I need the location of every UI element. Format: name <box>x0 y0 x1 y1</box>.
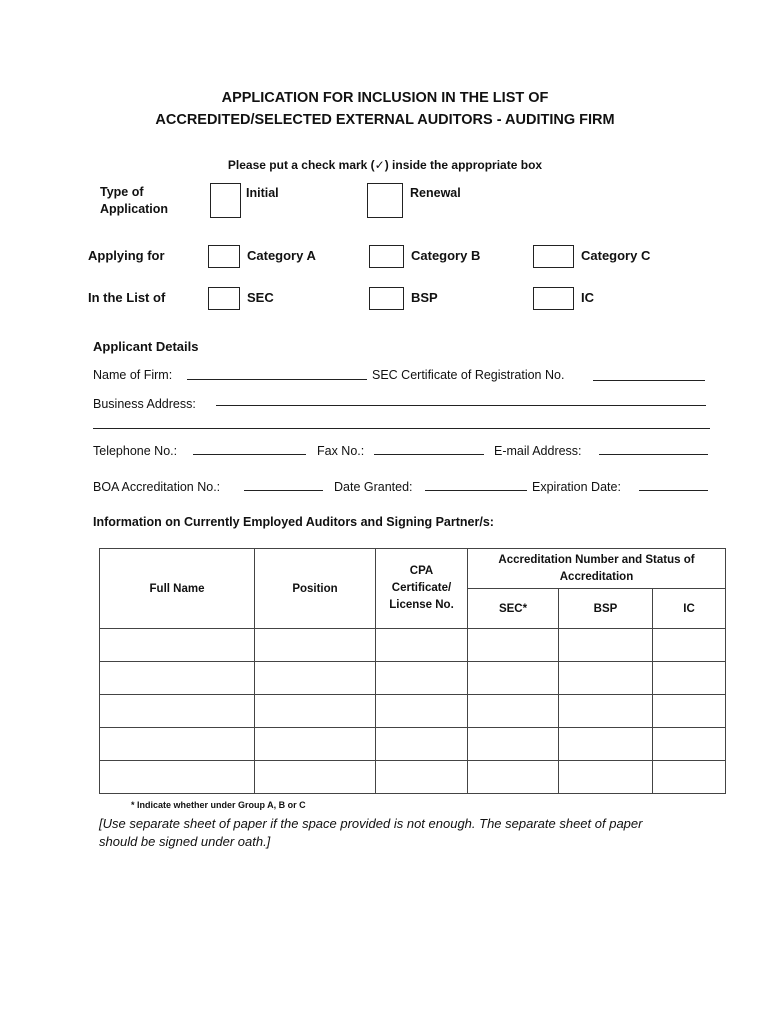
category-a-label: Category A <box>247 248 316 263</box>
auditors-table <box>99 548 726 794</box>
header-ic: IC <box>653 589 726 629</box>
ic-list-label: IC <box>581 290 594 305</box>
table-cell[interactable] <box>468 629 559 662</box>
form-title-line2: ACCREDITED/SELECTED EXTERNAL AUDITORS - AUDITING FIRM <box>155 112 615 128</box>
table-cell[interactable] <box>376 629 468 662</box>
boa-accreditation-label: BOA Accreditation No.: <box>93 480 221 494</box>
telephone-label: Telephone No.: <box>93 444 178 458</box>
table-cell[interactable] <box>100 728 255 761</box>
fax-label: Fax No.: <box>317 444 365 458</box>
header-accreditation-line1: Accreditation Number and Status of <box>498 553 695 566</box>
table-cell[interactable] <box>100 662 255 695</box>
initial-label: Initial <box>246 186 279 200</box>
header-accreditation <box>468 549 726 589</box>
email-field[interactable] <box>599 454 708 455</box>
table-cell[interactable] <box>559 662 653 695</box>
bsp-list-label: BSP <box>411 290 438 305</box>
email-label: E-mail Address: <box>494 444 582 458</box>
header-bsp: BSP <box>559 589 653 629</box>
boa-accreditation-field[interactable] <box>244 490 323 491</box>
table-cell[interactable] <box>100 761 255 794</box>
applying-for-label: Applying for <box>88 248 165 263</box>
table-row <box>100 728 726 761</box>
category-c-checkbox[interactable] <box>533 245 574 268</box>
header-accreditation-line2: Accreditation <box>559 570 634 583</box>
separate-sheet-note-line1: [Use separate sheet of paper if the space provided is not enough. The separate sheet of paper <box>99 816 643 831</box>
business-address-field[interactable] <box>216 405 706 406</box>
type-of-application-label-2: Application <box>100 202 169 216</box>
table-cell[interactable] <box>559 695 653 728</box>
header-cpa-line3: License No. <box>389 599 454 611</box>
fax-field[interactable] <box>374 454 484 455</box>
table-cell[interactable] <box>559 629 653 662</box>
table-cell[interactable] <box>100 629 255 662</box>
check-instruction: Please put a check mark (✓) inside the appropriate box <box>227 158 543 172</box>
form-title-line1: APPLICATION FOR INCLUSION IN THE LIST OF <box>221 90 549 106</box>
category-b-label: Category B <box>411 248 481 263</box>
table-row <box>100 761 726 794</box>
table-cell[interactable] <box>255 695 376 728</box>
category-a-checkbox[interactable] <box>208 245 240 268</box>
table-cell[interactable] <box>376 695 468 728</box>
separate-sheet-note-line2: should be signed under oath.] <box>99 834 271 849</box>
table-cell[interactable] <box>653 629 726 662</box>
renewal-label: Renewal <box>410 186 461 200</box>
header-sec: SEC* <box>468 589 559 629</box>
table-cell[interactable] <box>468 761 559 794</box>
table-cell[interactable] <box>100 695 255 728</box>
table-cell[interactable] <box>376 728 468 761</box>
sec-list-checkbox[interactable] <box>208 287 240 310</box>
bsp-list-checkbox[interactable] <box>369 287 404 310</box>
table-cell[interactable] <box>255 761 376 794</box>
table-row <box>100 662 726 695</box>
table-cell[interactable] <box>653 761 726 794</box>
table-cell[interactable] <box>468 662 559 695</box>
auditors-heading: Information on Currently Employed Auditors and Signing Partner/s: <box>93 515 494 529</box>
category-c-label: Category C <box>581 248 651 263</box>
table-cell[interactable] <box>559 761 653 794</box>
table-cell[interactable] <box>468 695 559 728</box>
renewal-checkbox[interactable] <box>367 183 403 218</box>
type-of-application-label-1: Type of <box>100 185 144 199</box>
date-granted-label: Date Granted: <box>334 480 413 494</box>
table-cell[interactable] <box>653 728 726 761</box>
initial-checkbox[interactable] <box>210 183 241 218</box>
header-full-name: Full Name <box>100 549 255 629</box>
in-the-list-of-label: In the List of <box>88 290 166 305</box>
header-cpa-line1: CPA <box>409 565 434 577</box>
table-cell[interactable] <box>255 662 376 695</box>
telephone-field[interactable] <box>193 454 306 455</box>
sec-certificate-field[interactable] <box>593 380 705 381</box>
business-address-field-line2[interactable] <box>93 428 710 429</box>
table-cell[interactable] <box>376 662 468 695</box>
header-position: Position <box>255 549 376 629</box>
table-row <box>100 629 726 662</box>
date-granted-field[interactable] <box>425 490 527 491</box>
table-footnote: * Indicate whether under Group A, B or C <box>131 800 306 810</box>
table-cell[interactable] <box>376 761 468 794</box>
table-cell[interactable] <box>653 695 726 728</box>
sec-certificate-label: SEC Certificate of Registration No. <box>372 368 565 382</box>
table-cell[interactable] <box>255 728 376 761</box>
sec-list-label: SEC <box>247 290 274 305</box>
expiration-date-label: Expiration Date: <box>532 480 621 494</box>
table-cell[interactable] <box>559 728 653 761</box>
table-cell[interactable] <box>255 629 376 662</box>
table-cell[interactable] <box>653 662 726 695</box>
table-row <box>100 695 726 728</box>
header-cpa <box>376 549 468 629</box>
name-of-firm-label: Name of Firm: <box>93 368 173 382</box>
category-b-checkbox[interactable] <box>369 245 404 268</box>
table-cell[interactable] <box>468 728 559 761</box>
business-address-label: Business Address: <box>93 397 196 411</box>
name-of-firm-field[interactable] <box>187 379 367 380</box>
header-cpa-line2: Certificate/ <box>391 582 452 594</box>
ic-list-checkbox[interactable] <box>533 287 574 310</box>
expiration-date-field[interactable] <box>639 490 708 491</box>
applicant-details-heading: Applicant Details <box>93 339 199 354</box>
